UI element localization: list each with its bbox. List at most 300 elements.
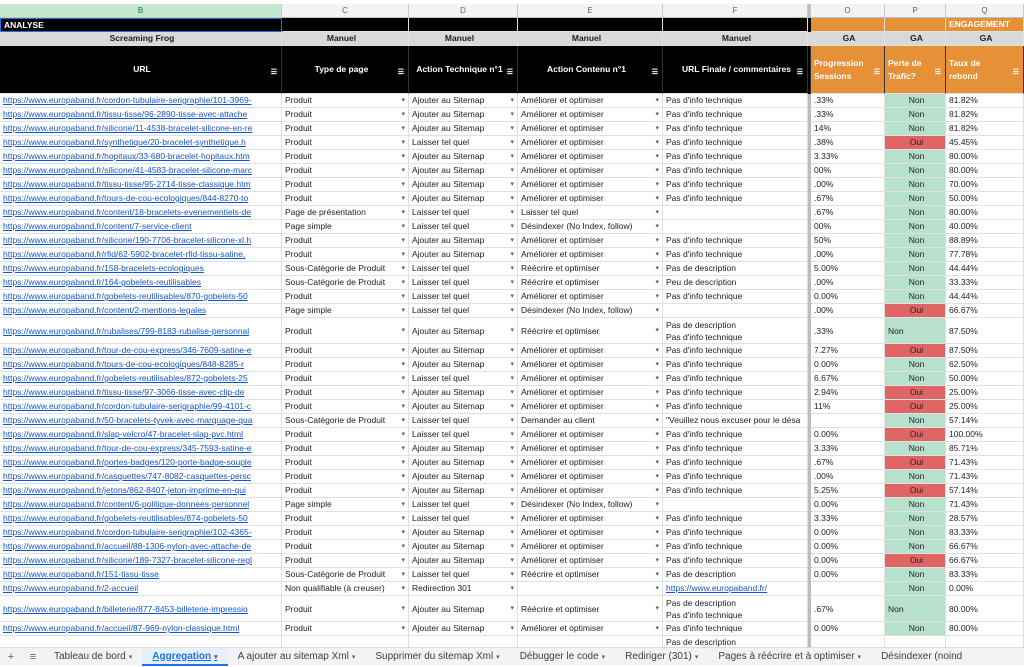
traffic-loss-cell[interactable] bbox=[885, 234, 946, 248]
column-header-f[interactable]: F bbox=[663, 4, 808, 17]
caret-down-icon[interactable]: ▾ bbox=[510, 557, 514, 564]
bounce-rate-cell[interactable] bbox=[946, 358, 1024, 372]
traffic-loss-cell[interactable] bbox=[885, 136, 946, 150]
caret-down-icon[interactable]: ▾ bbox=[655, 265, 659, 272]
caret-down-icon[interactable]: ▾ bbox=[655, 279, 659, 286]
page-type-select[interactable] bbox=[282, 540, 409, 554]
url-cell[interactable] bbox=[0, 442, 282, 456]
source-cell-c[interactable]: Manuel bbox=[282, 32, 409, 46]
action-tech-select[interactable] bbox=[409, 372, 518, 386]
traffic-loss-cell[interactable] bbox=[885, 540, 946, 554]
action-tech-select[interactable] bbox=[409, 262, 518, 276]
caret-down-icon[interactable]: ▾ bbox=[510, 515, 514, 522]
caret-down-icon[interactable]: ▾ bbox=[401, 307, 405, 314]
sheet-tab[interactable] bbox=[228, 648, 366, 666]
page-type-select[interactable] bbox=[282, 442, 409, 456]
caret-down-icon[interactable]: ▾ bbox=[510, 571, 514, 578]
sheet-tab[interactable] bbox=[365, 648, 509, 666]
traffic-loss-cell[interactable] bbox=[885, 582, 946, 596]
caret-down-icon[interactable]: ▾ bbox=[510, 279, 514, 286]
traffic-loss-cell[interactable] bbox=[885, 178, 946, 192]
progression-cell[interactable] bbox=[811, 540, 885, 554]
page-type-select[interactable] bbox=[282, 498, 409, 512]
cell-text[interactable]: https://www.europaband.fr/rfid/62-5902-bracelet-rfid-tissu-satine. bbox=[3, 249, 246, 259]
caret-down-icon[interactable]: ▾ bbox=[510, 445, 514, 452]
page-type-select[interactable] bbox=[282, 470, 409, 484]
action-content-select[interactable] bbox=[518, 108, 663, 122]
caret-down-icon[interactable]: ▾ bbox=[510, 237, 514, 244]
action-content-select[interactable] bbox=[518, 498, 663, 512]
page-type-select[interactable] bbox=[282, 136, 409, 150]
cell-text[interactable]: https://www.europaband.fr/gobelets-reutilisables/874-gobelets-50 bbox=[3, 513, 248, 523]
traffic-loss-cell[interactable] bbox=[885, 318, 946, 344]
traffic-loss-cell[interactable] bbox=[885, 304, 946, 318]
url-cell[interactable] bbox=[0, 386, 282, 400]
caret-down-icon[interactable]: ▾ bbox=[401, 111, 405, 118]
action-content-select[interactable] bbox=[518, 234, 663, 248]
header-type[interactable] bbox=[282, 46, 409, 94]
comment-cell[interactable] bbox=[663, 206, 808, 220]
caret-down-icon[interactable]: ▾ bbox=[510, 195, 514, 202]
page-type-select[interactable] bbox=[282, 568, 409, 582]
cell-text[interactable]: https://www.europaband.fr/tours-de-cou-ecologiques/844-8270-to bbox=[3, 193, 249, 203]
page-type-select[interactable] bbox=[282, 150, 409, 164]
action-tech-select[interactable] bbox=[409, 164, 518, 178]
page-type-select[interactable] bbox=[282, 596, 409, 622]
caret-down-icon[interactable]: ▾ bbox=[655, 403, 659, 410]
source-cell-d[interactable]: Manuel bbox=[409, 32, 518, 46]
action-tech-select[interactable] bbox=[409, 220, 518, 234]
action-tech-select[interactable] bbox=[409, 470, 518, 484]
comment-cell[interactable] bbox=[663, 456, 808, 470]
caret-down-icon[interactable]: ▾ bbox=[655, 585, 659, 592]
header-progression[interactable] bbox=[811, 46, 885, 94]
caret-down-icon[interactable]: ▾ bbox=[401, 571, 405, 578]
caret-down-icon[interactable]: ▾ bbox=[510, 265, 514, 272]
engagement-label[interactable]: ENGAGEMENT bbox=[946, 18, 1024, 32]
bounce-rate-cell[interactable] bbox=[946, 248, 1024, 262]
action-tech-select[interactable] bbox=[409, 94, 518, 108]
caret-down-icon[interactable]: ▾ bbox=[510, 153, 514, 160]
cell-text[interactable]: https://www.europaband.fr/ bbox=[666, 583, 768, 593]
progression-cell[interactable] bbox=[811, 372, 885, 386]
traffic-loss-cell[interactable] bbox=[885, 512, 946, 526]
bounce-rate-cell[interactable] bbox=[946, 414, 1024, 428]
action-content-select[interactable] bbox=[518, 442, 663, 456]
action-tech-select[interactable] bbox=[409, 304, 518, 318]
caret-down-icon[interactable]: ▾ bbox=[655, 237, 659, 244]
progression-cell[interactable] bbox=[811, 136, 885, 150]
action-tech-select[interactable] bbox=[409, 248, 518, 262]
progression-cell[interactable] bbox=[811, 526, 885, 540]
caret-down-icon[interactable]: ▾ bbox=[655, 515, 659, 522]
progression-cell[interactable] bbox=[811, 192, 885, 206]
comment-cell[interactable] bbox=[663, 178, 808, 192]
caret-down-icon[interactable]: ▾ bbox=[401, 501, 405, 508]
page-type-select[interactable] bbox=[282, 554, 409, 568]
traffic-loss-cell[interactable] bbox=[885, 442, 946, 456]
caret-down-icon[interactable]: ▾ bbox=[655, 487, 659, 494]
caret-down-icon[interactable]: ▾ bbox=[655, 327, 659, 334]
progression-cell[interactable] bbox=[811, 596, 885, 622]
url-cell[interactable] bbox=[0, 290, 282, 304]
page-type-select[interactable] bbox=[282, 456, 409, 470]
comment-cell[interactable] bbox=[663, 136, 808, 150]
source-cell-q[interactable]: GA bbox=[946, 32, 1024, 46]
cell-text[interactable]: https://www.europaband.fr/cordon-tubulaire-serigraphie/101-3969- bbox=[3, 95, 252, 105]
cell-text[interactable]: https://www.europaband.fr/jetons/862-8407-jeton-imprime-en-qui bbox=[3, 485, 246, 495]
action-content-select[interactable] bbox=[518, 622, 663, 636]
traffic-loss-cell[interactable] bbox=[885, 498, 946, 512]
caret-down-icon[interactable]: ▾ bbox=[510, 181, 514, 188]
action-content-select[interactable] bbox=[518, 318, 663, 344]
action-content-select[interactable] bbox=[518, 304, 663, 318]
cell-text[interactable]: https://www.europaband.fr/content/2-mentions-legales bbox=[3, 305, 207, 315]
caret-down-icon[interactable]: ▾ bbox=[510, 97, 514, 104]
progression-cell[interactable] bbox=[811, 622, 885, 636]
traffic-loss-cell[interactable] bbox=[885, 554, 946, 568]
page-type-select[interactable] bbox=[282, 386, 409, 400]
action-content-select[interactable] bbox=[518, 400, 663, 414]
page-type-select[interactable] bbox=[282, 192, 409, 206]
sheet-tab[interactable] bbox=[871, 648, 972, 666]
action-content-select[interactable] bbox=[518, 596, 663, 622]
filter-icon[interactable]: ☰ bbox=[873, 69, 880, 76]
caret-down-icon[interactable]: ▾ bbox=[510, 139, 514, 146]
caret-down-icon[interactable]: ▾ bbox=[401, 403, 405, 410]
comment-cell[interactable] bbox=[663, 568, 808, 582]
progression-cell[interactable] bbox=[811, 122, 885, 136]
action-content-select[interactable] bbox=[518, 526, 663, 540]
action-content-select[interactable] bbox=[518, 484, 663, 498]
caret-down-icon[interactable]: ▾ bbox=[401, 445, 405, 452]
cell-text[interactable]: https://www.europaband.fr/158-bracelets-ecologiques bbox=[3, 263, 204, 273]
url-cell[interactable] bbox=[0, 470, 282, 484]
action-content-select[interactable] bbox=[518, 414, 663, 428]
action-tech-select[interactable] bbox=[409, 358, 518, 372]
url-cell[interactable] bbox=[0, 94, 282, 108]
progression-cell[interactable] bbox=[811, 150, 885, 164]
action-content-select[interactable] bbox=[518, 276, 663, 290]
caret-down-icon[interactable]: ▾ bbox=[510, 487, 514, 494]
cell-text[interactable]: https://www.europaband.fr/slap-velcro/47-bracelet-slap-pvc.html bbox=[3, 429, 243, 439]
header-taux[interactable] bbox=[946, 46, 1024, 94]
traffic-loss-cell[interactable] bbox=[885, 164, 946, 178]
bounce-rate-cell[interactable] bbox=[946, 262, 1024, 276]
bounce-rate-cell[interactable] bbox=[946, 582, 1024, 596]
header-action-content[interactable] bbox=[518, 46, 663, 94]
source-cell-f[interactable]: Manuel bbox=[663, 32, 808, 46]
caret-down-icon[interactable]: ▾ bbox=[510, 403, 514, 410]
bounce-rate-cell[interactable] bbox=[946, 290, 1024, 304]
caret-down-icon[interactable]: ▾ bbox=[401, 97, 405, 104]
url-cell[interactable] bbox=[0, 512, 282, 526]
page-type-select[interactable] bbox=[282, 234, 409, 248]
filter-icon[interactable]: ☰ bbox=[796, 69, 803, 76]
caret-down-icon[interactable]: ▾ bbox=[401, 605, 405, 612]
traffic-loss-cell[interactable] bbox=[885, 108, 946, 122]
comment-cell[interactable] bbox=[663, 164, 808, 178]
page-type-select[interactable] bbox=[282, 622, 409, 636]
action-content-select[interactable] bbox=[518, 512, 663, 526]
action-tech-select[interactable] bbox=[409, 234, 518, 248]
action-content-select[interactable] bbox=[518, 178, 663, 192]
traffic-loss-cell[interactable] bbox=[885, 290, 946, 304]
action-content-select[interactable] bbox=[518, 94, 663, 108]
caret-down-icon[interactable]: ▾ bbox=[401, 279, 405, 286]
caret-down-icon[interactable]: ▾ bbox=[655, 153, 659, 160]
sheet-tab[interactable] bbox=[615, 648, 708, 666]
url-cell[interactable] bbox=[0, 192, 282, 206]
caret-down-icon[interactable]: ▾ bbox=[510, 459, 514, 466]
caret-down-icon[interactable]: ▾ bbox=[401, 237, 405, 244]
bounce-rate-cell[interactable] bbox=[946, 442, 1024, 456]
caret-down-icon[interactable]: ▾ bbox=[401, 181, 405, 188]
cell-text[interactable]: https://www.europaband.fr/accueil/88-1306-nylon-avec-attache-de bbox=[3, 541, 252, 551]
action-content-select[interactable] bbox=[518, 386, 663, 400]
url-cell[interactable] bbox=[0, 234, 282, 248]
action-tech-select[interactable] bbox=[409, 400, 518, 414]
caret-down-icon[interactable]: ▾ bbox=[510, 209, 514, 216]
caret-down-icon[interactable]: ▾ bbox=[510, 501, 514, 508]
page-type-select[interactable] bbox=[282, 206, 409, 220]
bounce-rate-cell[interactable] bbox=[946, 470, 1024, 484]
page-type-select[interactable] bbox=[282, 248, 409, 262]
caret-down-icon[interactable]: ▾ bbox=[401, 543, 405, 550]
traffic-loss-cell[interactable] bbox=[885, 386, 946, 400]
action-tech-select[interactable] bbox=[409, 622, 518, 636]
comment-cell[interactable] bbox=[663, 276, 808, 290]
cell-text[interactable]: https://www.europaband.fr/accueil/87-969-nylon-classique.html bbox=[3, 623, 240, 633]
filter-icon[interactable]: ☰ bbox=[1012, 69, 1019, 76]
page-type-select[interactable] bbox=[282, 512, 409, 526]
url-cell[interactable] bbox=[0, 248, 282, 262]
caret-down-icon[interactable]: ▾ bbox=[510, 223, 514, 230]
bounce-rate-cell[interactable] bbox=[946, 192, 1024, 206]
comment-cell[interactable] bbox=[663, 94, 808, 108]
caret-down-icon[interactable]: ▾ bbox=[401, 293, 405, 300]
action-tech-select[interactable] bbox=[409, 498, 518, 512]
column-header-o[interactable]: O bbox=[811, 4, 885, 17]
progression-cell[interactable] bbox=[811, 498, 885, 512]
comment-cell[interactable] bbox=[663, 540, 808, 554]
comment-cell[interactable] bbox=[663, 554, 808, 568]
caret-down-icon[interactable]: ▾ bbox=[510, 327, 514, 334]
cell-text[interactable]: https://www.europaband.fr/content/18-bracelets-evenementiels-de bbox=[3, 207, 252, 217]
url-cell[interactable] bbox=[0, 568, 282, 582]
caret-down-icon[interactable]: ▾ bbox=[510, 307, 514, 314]
action-tech-select[interactable] bbox=[409, 596, 518, 622]
caret-down-icon[interactable]: ▾ bbox=[655, 417, 659, 424]
progression-cell[interactable] bbox=[811, 344, 885, 358]
bounce-rate-cell[interactable] bbox=[946, 512, 1024, 526]
cell-text[interactable]: https://www.europaband.fr/gobelets-reutilisables/872-gobelets-25 bbox=[3, 373, 248, 383]
traffic-loss-cell[interactable] bbox=[885, 206, 946, 220]
progression-cell[interactable] bbox=[811, 206, 885, 220]
traffic-loss-cell[interactable] bbox=[885, 596, 946, 622]
url-cell[interactable] bbox=[0, 122, 282, 136]
bounce-rate-cell[interactable] bbox=[946, 234, 1024, 248]
caret-down-icon[interactable]: ▾ bbox=[510, 625, 514, 632]
caret-down-icon[interactable]: ▾ bbox=[510, 431, 514, 438]
caret-down-icon[interactable]: ▾ bbox=[510, 167, 514, 174]
action-tech-select[interactable] bbox=[409, 582, 518, 596]
cell-text[interactable]: https://www.europaband.fr/portes-badges/120-porte-badge-souple bbox=[3, 457, 252, 467]
caret-down-icon[interactable]: ▾ bbox=[655, 571, 659, 578]
cell-text[interactable]: https://www.europaband.fr/content/6-politique-donnees-personnel bbox=[3, 499, 250, 509]
caret-down-icon[interactable]: ▾ bbox=[401, 417, 405, 424]
traffic-loss-cell[interactable] bbox=[885, 122, 946, 136]
cell-text[interactable]: https://www.europaband.fr/tissu-tisse/97-3066-tisse-avec-clip-de bbox=[3, 387, 245, 397]
progression-cell[interactable] bbox=[811, 248, 885, 262]
cell-text[interactable]: https://www.europaband.fr/silicone/189-7327-bracelet-silicone-regl bbox=[3, 555, 252, 565]
cell-text[interactable]: https://www.europaband.fr/cordon-tubulaire-serigraphie/102-4365- bbox=[3, 527, 252, 537]
bounce-rate-cell[interactable] bbox=[946, 526, 1024, 540]
comment-cell[interactable] bbox=[663, 122, 808, 136]
progression-cell[interactable] bbox=[811, 276, 885, 290]
url-cell[interactable] bbox=[0, 622, 282, 636]
page-type-select[interactable] bbox=[282, 428, 409, 442]
caret-down-icon[interactable]: ▾ bbox=[655, 361, 659, 368]
caret-down-icon[interactable]: ▾ bbox=[857, 653, 862, 661]
caret-down-icon[interactable]: ▾ bbox=[510, 251, 514, 258]
traffic-loss-cell[interactable] bbox=[885, 262, 946, 276]
caret-down-icon[interactable]: ▾ bbox=[401, 153, 405, 160]
url-cell[interactable] bbox=[0, 262, 282, 276]
page-type-select[interactable] bbox=[282, 262, 409, 276]
comment-cell[interactable] bbox=[663, 248, 808, 262]
progression-cell[interactable] bbox=[811, 94, 885, 108]
progression-cell[interactable] bbox=[811, 304, 885, 318]
progression-cell[interactable] bbox=[811, 428, 885, 442]
cell-text[interactable]: https://www.europaband.fr/151-tissu-tisse bbox=[3, 569, 159, 579]
bounce-rate-cell[interactable] bbox=[946, 484, 1024, 498]
filter-icon[interactable]: ☰ bbox=[270, 69, 277, 76]
url-cell[interactable] bbox=[0, 540, 282, 554]
page-type-select[interactable] bbox=[282, 276, 409, 290]
group-cell[interactable] bbox=[663, 18, 808, 32]
caret-down-icon[interactable]: ▾ bbox=[401, 195, 405, 202]
action-content-select[interactable] bbox=[518, 206, 663, 220]
cell-text[interactable]: https://www.europaband.fr/tour-de-cou-express/345-7593-satine-e bbox=[3, 443, 252, 453]
page-type-select[interactable] bbox=[282, 178, 409, 192]
bounce-rate-cell[interactable] bbox=[946, 540, 1024, 554]
column-header-q[interactable]: Q bbox=[946, 4, 1024, 17]
cell-text[interactable]: https://www.europaband.fr/silicone/41-4583-bracelet-silicone-marc bbox=[3, 165, 252, 175]
comment-cell[interactable] bbox=[663, 596, 808, 622]
caret-down-icon[interactable]: ▾ bbox=[510, 361, 514, 368]
action-tech-select[interactable] bbox=[409, 122, 518, 136]
caret-down-icon[interactable]: ▾ bbox=[655, 307, 659, 314]
action-content-select[interactable] bbox=[518, 262, 663, 276]
progression-cell[interactable] bbox=[811, 442, 885, 456]
bounce-rate-cell[interactable] bbox=[946, 164, 1024, 178]
group-cell[interactable] bbox=[282, 18, 409, 32]
action-tech-select[interactable] bbox=[409, 540, 518, 554]
page-type-select[interactable] bbox=[282, 582, 409, 596]
url-cell[interactable] bbox=[0, 164, 282, 178]
progression-cell[interactable] bbox=[811, 582, 885, 596]
traffic-loss-cell[interactable] bbox=[885, 484, 946, 498]
url-cell[interactable] bbox=[0, 582, 282, 596]
cell-text[interactable]: https://www.europaband.fr/tissu-tisse/96-2890-tisse-avec-attache bbox=[3, 109, 248, 119]
bounce-rate-cell[interactable] bbox=[946, 206, 1024, 220]
url-cell[interactable] bbox=[0, 456, 282, 470]
url-cell[interactable] bbox=[0, 150, 282, 164]
progression-cell[interactable] bbox=[811, 220, 885, 234]
caret-down-icon[interactable]: ▾ bbox=[655, 195, 659, 202]
sheet-tab[interactable] bbox=[142, 648, 227, 666]
url-cell[interactable] bbox=[0, 526, 282, 540]
caret-down-icon[interactable]: ▾ bbox=[655, 543, 659, 550]
bounce-rate-cell[interactable] bbox=[946, 136, 1024, 150]
url-cell[interactable] bbox=[0, 484, 282, 498]
header-perte[interactable] bbox=[885, 46, 946, 94]
header-url-finale[interactable] bbox=[663, 46, 808, 94]
bounce-rate-cell[interactable] bbox=[946, 304, 1024, 318]
caret-down-icon[interactable]: ▾ bbox=[510, 111, 514, 118]
caret-down-icon[interactable]: ▾ bbox=[401, 389, 405, 396]
action-content-select[interactable] bbox=[518, 344, 663, 358]
url-cell[interactable] bbox=[0, 358, 282, 372]
action-tech-select[interactable] bbox=[409, 108, 518, 122]
caret-down-icon[interactable]: ▾ bbox=[401, 139, 405, 146]
comment-cell[interactable] bbox=[663, 512, 808, 526]
action-tech-select[interactable] bbox=[409, 318, 518, 344]
action-tech-select[interactable] bbox=[409, 192, 518, 206]
action-content-select[interactable] bbox=[518, 372, 663, 386]
action-content-select[interactable] bbox=[518, 248, 663, 262]
caret-down-icon[interactable]: ▾ bbox=[510, 347, 514, 354]
action-tech-select[interactable] bbox=[409, 276, 518, 290]
progression-cell[interactable] bbox=[811, 470, 885, 484]
source-cell-o[interactable]: GA bbox=[811, 32, 885, 46]
page-type-select[interactable] bbox=[282, 164, 409, 178]
action-tech-select[interactable] bbox=[409, 526, 518, 540]
caret-down-icon[interactable]: ▾ bbox=[655, 605, 659, 612]
action-tech-select[interactable] bbox=[409, 414, 518, 428]
caret-down-icon[interactable]: ▾ bbox=[510, 605, 514, 612]
caret-down-icon[interactable]: ▾ bbox=[655, 473, 659, 480]
caret-down-icon[interactable]: ▾ bbox=[655, 625, 659, 632]
caret-down-icon[interactable]: ▾ bbox=[401, 265, 405, 272]
caret-down-icon[interactable]: ▾ bbox=[214, 653, 218, 661]
progression-cell[interactable] bbox=[811, 262, 885, 276]
traffic-loss-cell[interactable] bbox=[885, 358, 946, 372]
comment-cell[interactable] bbox=[663, 192, 808, 206]
header-action-tech[interactable] bbox=[409, 46, 518, 94]
sheet-tab[interactable] bbox=[44, 648, 142, 666]
action-content-select[interactable] bbox=[518, 192, 663, 206]
url-cell[interactable] bbox=[0, 136, 282, 150]
bounce-rate-cell[interactable] bbox=[946, 554, 1024, 568]
comment-cell[interactable] bbox=[663, 386, 808, 400]
bounce-rate-cell[interactable] bbox=[946, 456, 1024, 470]
comment-cell[interactable] bbox=[663, 498, 808, 512]
traffic-loss-cell[interactable] bbox=[885, 220, 946, 234]
caret-down-icon[interactable]: ▾ bbox=[128, 653, 133, 661]
plus-icon[interactable]: + bbox=[7, 650, 15, 663]
column-header-b[interactable]: B bbox=[0, 4, 282, 17]
action-content-select[interactable] bbox=[518, 220, 663, 234]
group-cell[interactable] bbox=[518, 18, 663, 32]
comment-cell[interactable] bbox=[663, 318, 808, 344]
caret-down-icon[interactable]: ▾ bbox=[655, 223, 659, 230]
bounce-rate-cell[interactable] bbox=[946, 372, 1024, 386]
caret-down-icon[interactable]: ▾ bbox=[510, 389, 514, 396]
source-cell-b[interactable]: Screaming Frog bbox=[0, 32, 282, 46]
traffic-loss-cell[interactable] bbox=[885, 344, 946, 358]
